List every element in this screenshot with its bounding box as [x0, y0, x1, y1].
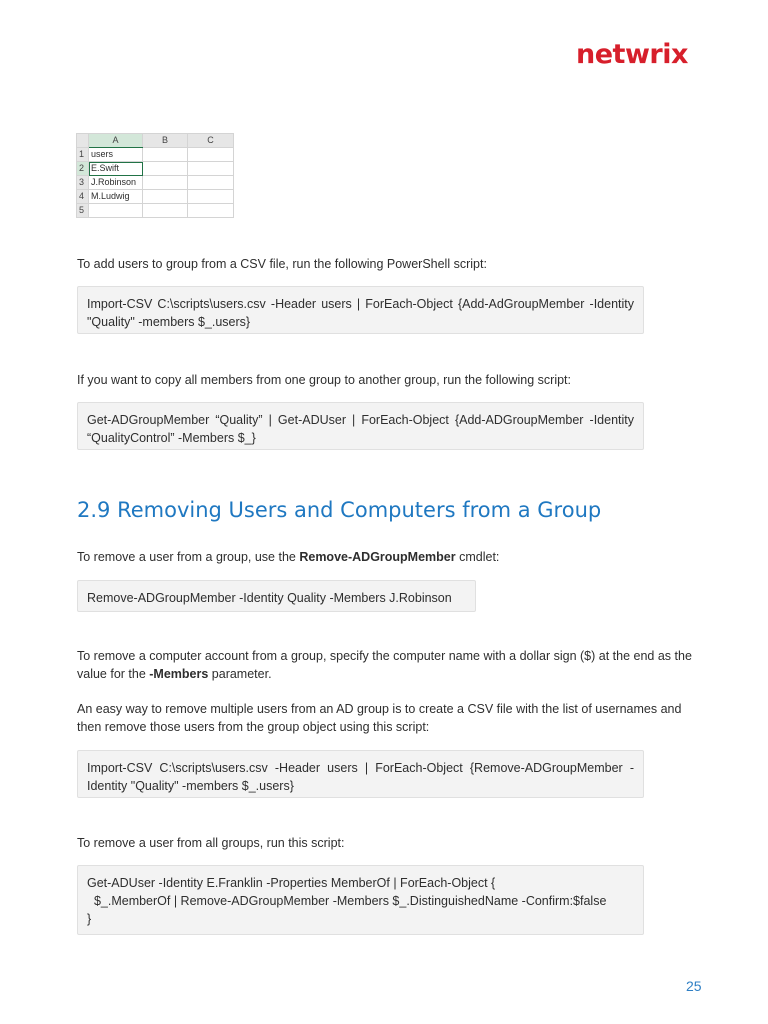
remove-computer-text-end: parameter.: [208, 667, 272, 681]
remove-user-text: [77, 548, 707, 566]
code-block-remove-all-groups: Get-ADUser -Identity E.Franklin -Properties MemberOf | ForEach-Object { $_.MemberOf | Remove-ADGroupMember -Members $_.DistinguishedName -Confirm:$false }: [77, 865, 644, 935]
members-parameter: -Members: [149, 667, 209, 681]
row-header: 3: [77, 176, 89, 190]
spreadsheet-row: [77, 190, 234, 204]
spreadsheet-row: [77, 176, 234, 190]
intro-add-csv-text: To add users to group from a CSV file, run the following PowerShell script:: [77, 257, 487, 271]
spreadsheet-cell: [188, 176, 234, 190]
remove-user-text-start: To remove a user from a group, use the: [77, 550, 300, 564]
code-block-remove-user: Remove-ADGroupMember -Identity Quality -Members J.Robinson: [77, 580, 476, 612]
remove-multiple-text: An easy way to remove multiple users from an AD group is to create a CSV file with the list of usernames and then remove those users from the group object using this script:: [77, 702, 682, 734]
code-block-copy-members: Get-ADGroupMember “Quality” | Get-ADUser | ForEach-Object {Add-ADGroupMember -Identity “QualityControl” -Members $_}: [77, 402, 644, 450]
spreadsheet-corner: [77, 134, 89, 148]
spreadsheet-cell: M.Ludwig: [89, 190, 143, 204]
intro-copy-members-text: If you want to copy all members from one group to another group, run the following script:: [77, 373, 572, 387]
spreadsheet-row: [77, 162, 234, 176]
spreadsheet-thumbnail: [76, 133, 234, 218]
spreadsheet-cell: [188, 148, 234, 162]
remove-user-text-end: cmdlet:: [455, 550, 500, 564]
active-cell: E.Swift: [89, 162, 143, 176]
column-header-a: A: [89, 134, 143, 148]
row-header: 1: [77, 148, 89, 162]
column-header-b: B: [143, 134, 188, 148]
spreadsheet-cell: users: [89, 148, 143, 162]
remove-computer-text-start: To remove a computer account from a group, specify the computer name with a dollar sign ($) at the end as the value for the: [77, 649, 692, 681]
spreadsheet-cell: [188, 204, 234, 218]
spreadsheet-cell: [143, 162, 188, 176]
spreadsheet-row: [77, 148, 234, 162]
spreadsheet-cell: [143, 190, 188, 204]
spreadsheet-cell: [188, 162, 234, 176]
column-header-c: C: [188, 134, 234, 148]
spreadsheet-header-row: [77, 134, 234, 148]
row-header: 2: [77, 162, 89, 176]
remove-all-groups-text: To remove a user from all groups, run this script:: [77, 836, 345, 850]
section-heading: 2.9 Removing Users and Computers from a Group: [77, 498, 602, 522]
cmdlet-name: Remove-ADGroupMember: [299, 550, 456, 564]
spreadsheet-cell: [143, 176, 188, 190]
spreadsheet-cell: J.Robinson: [89, 176, 143, 190]
netwrix-logo: netwrix: [576, 39, 688, 70]
code-block-remove-csv: Import-CSV C:\scripts\users.csv -Header users | ForEach-Object {Remove-ADGroupMember -Identity "Quality" -members $_.users}: [77, 750, 644, 798]
row-header: 5: [77, 204, 89, 218]
spreadsheet-cell: [188, 190, 234, 204]
remove-computer-text: [77, 647, 707, 683]
page-number: 25: [686, 978, 702, 994]
spreadsheet-cell: [143, 204, 188, 218]
row-header: 4: [77, 190, 89, 204]
spreadsheet-cell: [89, 204, 143, 218]
code-block-add-csv: Import-CSV C:\scripts\users.csv -Header users | ForEach-Object {Add-AdGroupMember -Identity "Quality" -members $_.users}: [77, 286, 644, 334]
spreadsheet-cell: [143, 148, 188, 162]
spreadsheet-row: [77, 204, 234, 218]
